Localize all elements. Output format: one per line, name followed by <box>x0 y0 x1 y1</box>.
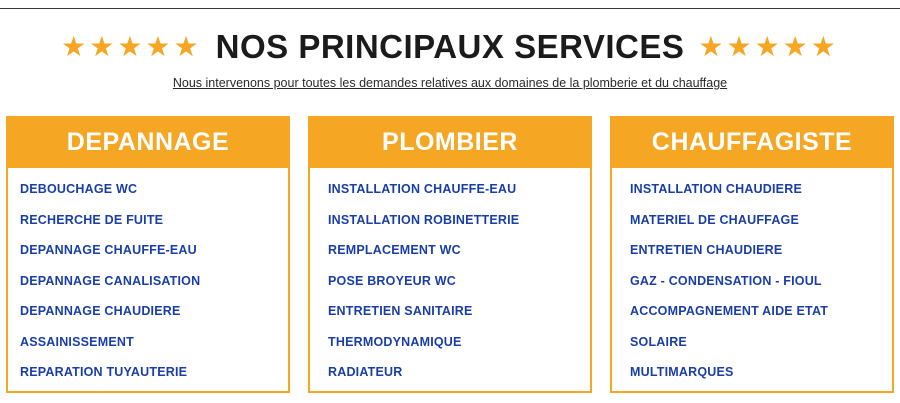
list-item[interactable]: MATERIEL DE CHAUFFAGE <box>630 212 800 227</box>
page-heading <box>0 28 900 66</box>
service-list <box>630 182 882 379</box>
list-item[interactable]: REMPLACEMENT WC <box>328 243 461 257</box>
service-card-body <box>8 168 288 391</box>
list-item[interactable]: DEPANNAGE CHAUDIERE <box>20 304 181 318</box>
service-card-body <box>310 168 590 391</box>
service-list <box>20 182 278 379</box>
service-list <box>328 182 580 379</box>
stars-right-icon: ★★★★★ <box>698 31 839 62</box>
list-item[interactable]: ACCOMPAGNEMENT AIDE ETAT <box>630 304 829 318</box>
service-card-chauffagiste <box>610 116 894 393</box>
list-item[interactable]: GAZ - CONDENSATION - FIOUL <box>630 273 822 288</box>
service-card-plombier <box>308 116 592 393</box>
list-item[interactable]: RECHERCHE DE FUITE <box>20 212 164 227</box>
service-card-title: CHAUFFAGISTE <box>612 118 892 168</box>
list-item[interactable]: DEPANNAGE CHAUFFE-EAU <box>20 243 197 257</box>
service-card-title: DEPANNAGE <box>8 118 288 168</box>
page-title: NOS PRINCIPAUX SERVICES <box>215 28 685 65</box>
services-columns <box>0 116 900 393</box>
list-item[interactable]: ASSAINISSEMENT <box>20 334 134 349</box>
service-card-body <box>612 168 892 391</box>
list-item[interactable]: ENTRETIEN SANITAIRE <box>328 304 473 318</box>
stars-left-icon: ★★★★★ <box>61 31 202 62</box>
list-item[interactable]: DEPANNAGE CANALISATION <box>20 273 201 288</box>
service-card-title: PLOMBIER <box>310 118 590 168</box>
list-item[interactable]: DEBOUCHAGE WC <box>20 182 138 196</box>
list-item[interactable]: SOLAIRE <box>630 334 687 349</box>
list-item[interactable]: INSTALLATION CHAUDIERE <box>630 182 802 196</box>
list-item[interactable]: INSTALLATION ROBINETTERIE <box>328 212 520 227</box>
list-item[interactable]: RADIATEUR <box>328 365 403 379</box>
list-item[interactable]: POSE BROYEUR WC <box>328 273 457 288</box>
list-item[interactable]: ENTRETIEN CHAUDIERE <box>630 243 783 257</box>
list-item[interactable]: INSTALLATION CHAUFFE-EAU <box>328 182 517 196</box>
top-divider <box>0 8 900 9</box>
list-item[interactable]: REPARATION TUYAUTERIE <box>20 365 188 379</box>
service-card-depannage <box>6 116 290 393</box>
page-subtitle: Nous intervenons pour toutes les demandes relatives aux domaines de la plomberie et du chauffage <box>172 76 728 90</box>
list-item[interactable]: MULTIMARQUES <box>630 365 734 379</box>
list-item[interactable]: THERMODYNAMIQUE <box>328 334 462 349</box>
